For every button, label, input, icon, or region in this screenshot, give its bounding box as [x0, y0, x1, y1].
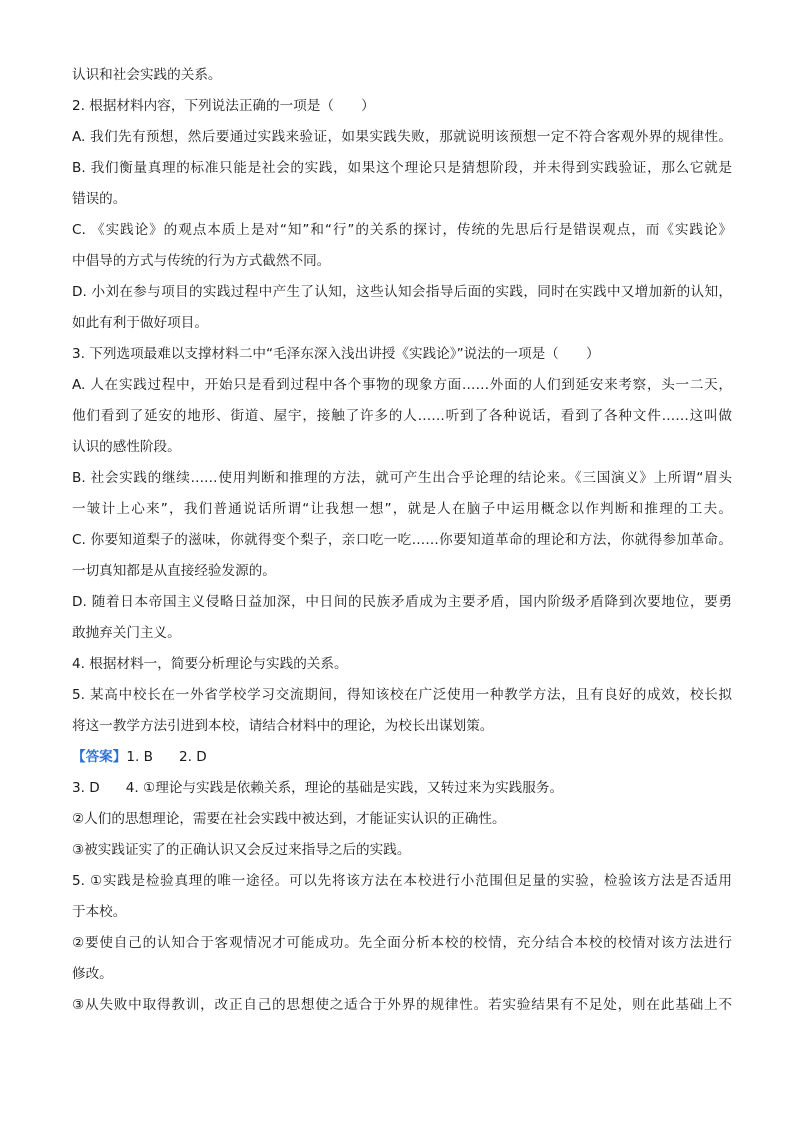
option-2c-cont: 中倡导的方式与传统的行为方式截然不同。: [72, 253, 331, 269]
text-line: 认识和社会实践的关系。: [72, 67, 222, 83]
question-2: 2. 根据材料内容，下列说法正确的一项是（ ）: [72, 98, 375, 114]
option-3a-cont-2: 认识的感性阶段。: [72, 439, 181, 455]
option-3a: A. 人在实践过程中，开始只是看到过程中各个事物的现象方面……外面的人们到延安来考察，头一二天，: [72, 377, 732, 393]
document-page: [72, 64, 732, 1025]
answer-1: 1. B: [126, 749, 153, 765]
answer-5-point-1: 5. ①实践是检验真理的唯一途径。可以先将该方法在本校进行小范围但足量的实验，检验该方法是否适用: [72, 873, 732, 889]
option-2d: D. 小刘在参与项目的实践过程中产生了认知，这些认知会指导后面的实践，同时在实践中又增加新的认知，: [72, 284, 732, 300]
answer-tag: 【答案】: [72, 749, 127, 765]
option-2b: B. 我们衡量真理的标准只能是社会的实践，如果这个理论只是猜想阶段，并未得到实践验证，那么它就是: [72, 160, 732, 176]
answer-4-point-3: ③被实践证实了的正确认识又会反过来指导之后的实践。: [72, 842, 411, 858]
question-3: 3. 下列选项最难以支撑材料二中“毛泽东深入浅出讲授《实践论》”说法的一项是（ ）: [72, 346, 600, 362]
option-3c-cont: 一切真知都是从直接经验发源的。: [72, 563, 276, 579]
option-2b-cont: 错误的。: [72, 191, 127, 207]
option-2d-cont: 如此有利于做好项目。: [72, 315, 208, 331]
answer-2: 2. D: [179, 749, 207, 765]
answer-5-point-2-cont: 修改。: [72, 966, 113, 982]
option-3c: C. 你要知道梨子的滋味，你就得变个梨子，亲口吃一吃……你要知道革命的理论和方法，你就得参加革命。: [72, 532, 732, 548]
option-3d-cont: 敢抛弃关门主义。: [72, 625, 181, 641]
answer-5-point-2: ②要使自己的认知合于客观情况才可能成功。先全面分析本校的校情，充分结合本校的校情对该方法进行: [72, 935, 732, 951]
option-2c: C. 《实践论》的观点本质上是对“知”和“行”的关系的探讨，传统的先思后行是错误观点，而《实践论》: [72, 222, 732, 238]
option-3b-cont: 一皱计上心来”，我们普通说话所谓“让我想一想”，就是人在脑子中运用概念以作判断和推理的工夫。: [72, 501, 732, 517]
answer-4-point-2: ②人们的思想理论，需要在社会实践中被达到，才能证实认识的正确性。: [72, 811, 506, 827]
question-5-cont: 将这一教学方法引进到本校，请结合材料中的理论，为校长出谋划策。: [72, 718, 494, 734]
option-2a: A. 我们先有预想，然后要通过实践来验证，如果实践失败，那就说明该预想一定不符合客观外界的规律性。: [72, 129, 732, 145]
answer-4: 4. ①理论与实践是依赖关系，理论的基础是实践，又转过来为实践服务。: [125, 780, 564, 796]
answer-5-point-1-cont: 于本校。: [72, 904, 127, 920]
option-3d: D. 随着日本帝国主义侵略日益加深，中日间的民族矛盾成为主要矛盾，国内阶级矛盾降到次要地位，要勇: [72, 594, 732, 610]
question-5: 5. 某高中校长在一外省学校学习交流期间，得知该校在广泛使用一种教学方法，且有良好的成效，校长拟: [72, 687, 732, 703]
option-3b: B. 社会实践的继续……使用判断和推理的方法，就可产生出合乎论理的结论来。《三国演义》上所谓“眉头: [72, 470, 732, 486]
question-4: 4. 根据材料一，简要分析理论与实践的关系。: [72, 656, 348, 672]
answer-row: [72, 746, 732, 777]
option-3a-cont: 他们看到了延安的地形、街道、屋宇，接触了许多的人……听到了各种说话，看到了各种文件……这叫做: [72, 408, 732, 424]
answer-5-point-3: ③从失败中取得教训，改正自己的思想使之适合于外界的规律性。若实验结果有不足处，则在此基础上不: [72, 997, 732, 1013]
answer-3: 3. D: [72, 780, 100, 796]
answer-row-2: [72, 777, 732, 808]
